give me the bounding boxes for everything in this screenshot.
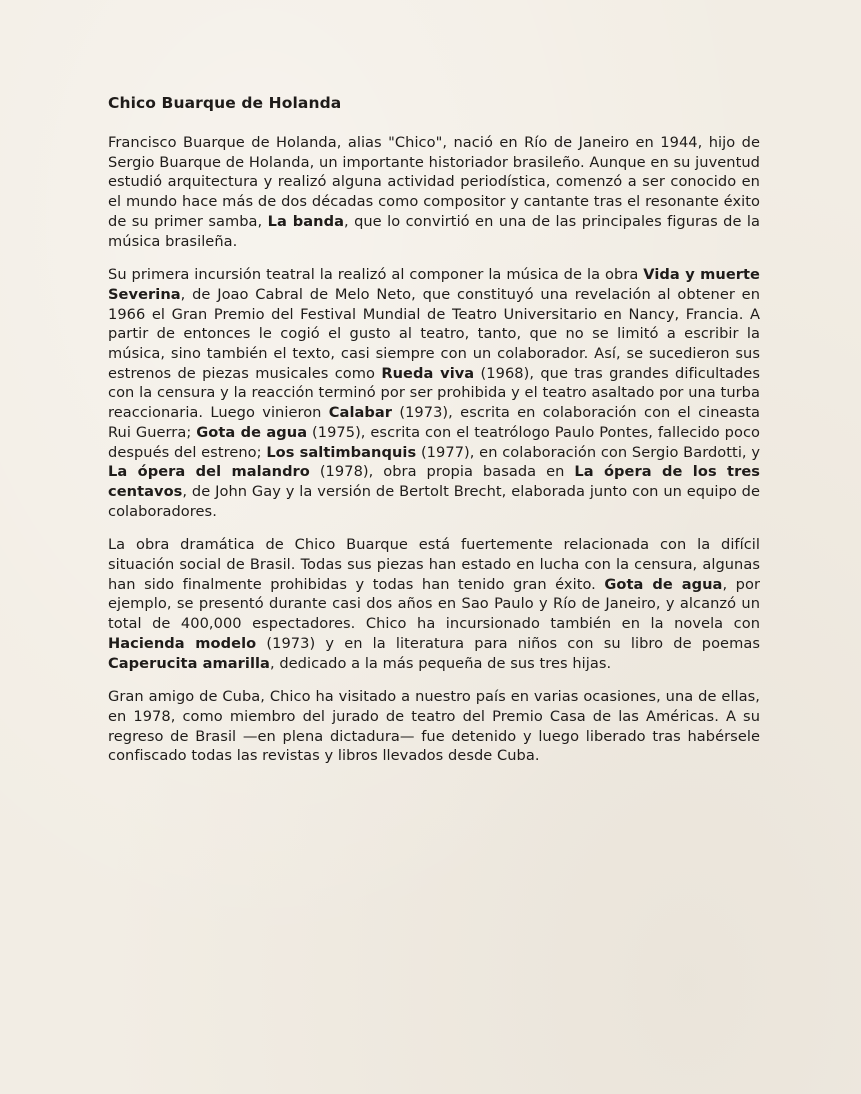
text-run: , dedicado a la más pequeña de sus tres hijas. [269, 654, 612, 672]
paragraph [108, 265, 760, 521]
text-run: (1973) y en la literatura para niños con su libro de poemas [256, 634, 760, 652]
work-title: Rueda viva [381, 364, 475, 382]
text-run: Gran amigo de Cuba, Chico ha visitado a nuestro país en varias ocasiones, una de ellas, en 1978, como miembro del jurado de teatro del Premio Casa de las Américas. A su regreso de Brasil —en plena dictadura— fue detenido y luego liberado tras habérsele confiscado todas las revistas y libros llevados desde Cuba. [108, 688, 760, 765]
work-title: La banda [267, 212, 344, 230]
work-title: Caperucita amarilla [108, 654, 270, 672]
work-title: Hacienda modelo [108, 634, 257, 652]
text-run: (1977), en colaboración con Sergio Bardotti, y [416, 443, 761, 461]
article-paragraphs [108, 133, 760, 766]
article-title: Chico Buarque de Holanda [108, 94, 342, 112]
text-run: (1975), escrita con el teatrólogo Paulo Pontes, fallecido poco después del estreno; [108, 423, 760, 461]
paragraph [108, 133, 760, 251]
text-run: (1968), que tras grandes dificultades con la censura y la reacción terminó por ser prohibida y el teatro asaltado por una turba reaccionaria. Luego vinieron [108, 364, 760, 422]
text-run: , que lo convirtió en una de las principales figuras de la música brasileña. [108, 212, 760, 250]
text-run: La obra dramática de Chico Buarque está fuertemente relacionada con la difícil situación social de Brasil. Todas sus piezas han estado en lucha con la censura, algunas han sido finalmente prohibidas y todas han tenido gran éxito. [108, 536, 760, 593]
article-body [108, 93, 760, 780]
text-run: , de John Gay y la versión de Bertolt Brecht, elaborada junto con un equipo de colaboradores. [108, 482, 760, 520]
work-title: Los saltimbanquis [266, 443, 417, 461]
text-run: Su primera incursión teatral la realizó al componer la música de la obra [108, 266, 644, 284]
text-run: (1978), obra propia basada en [309, 463, 575, 481]
work-title: Gota de agua [196, 423, 308, 441]
text-run: (1973), escrita en colaboración con el cineasta Rui Guerra; [108, 404, 761, 441]
work-title: Vida y muerte Severina [108, 266, 761, 303]
work-title: Calabar [328, 404, 393, 422]
text-run: , por ejemplo, se presentó durante casi dos años en Sao Paulo y Río de Janeiro, y alcanzó un total de 400,000 espectadores. Chico ha incursionado también en la novela con [108, 575, 760, 633]
work-title: La ópera de los tres centavos [108, 463, 761, 500]
work-title: La ópera del malandro [108, 463, 310, 481]
paragraph [108, 535, 760, 673]
paragraph [108, 687, 760, 766]
work-title: Gota de agua [604, 575, 723, 593]
text-run: Francisco Buarque de Holanda, alias "Chico", nació en Río de Janeiro en 1944, hijo de Sergio Buarque de Holanda, un importante historiador brasileño. Aunque en su juventud estudió arquitectura y realizó alguna actividad periodística, comenzó a ser conocido en el mundo hace más de dos décadas como compositor y cantante tras el resonante éxito de su primer samba, [108, 134, 760, 230]
text-run: , de Joao Cabral de Melo Neto, que constituyó una revelación al obtener en 1966 el Gran Premio del Festival Mundial de Teatro Universitario en Nancy, Francia. A partir de entonces le cogió el gusto al teatro, tanto, que no se limitó a escribir la música, sino también el texto, casi siempre con un colaborador. Así, se sucedieron sus estrenos de piezas musicales como [108, 285, 760, 382]
